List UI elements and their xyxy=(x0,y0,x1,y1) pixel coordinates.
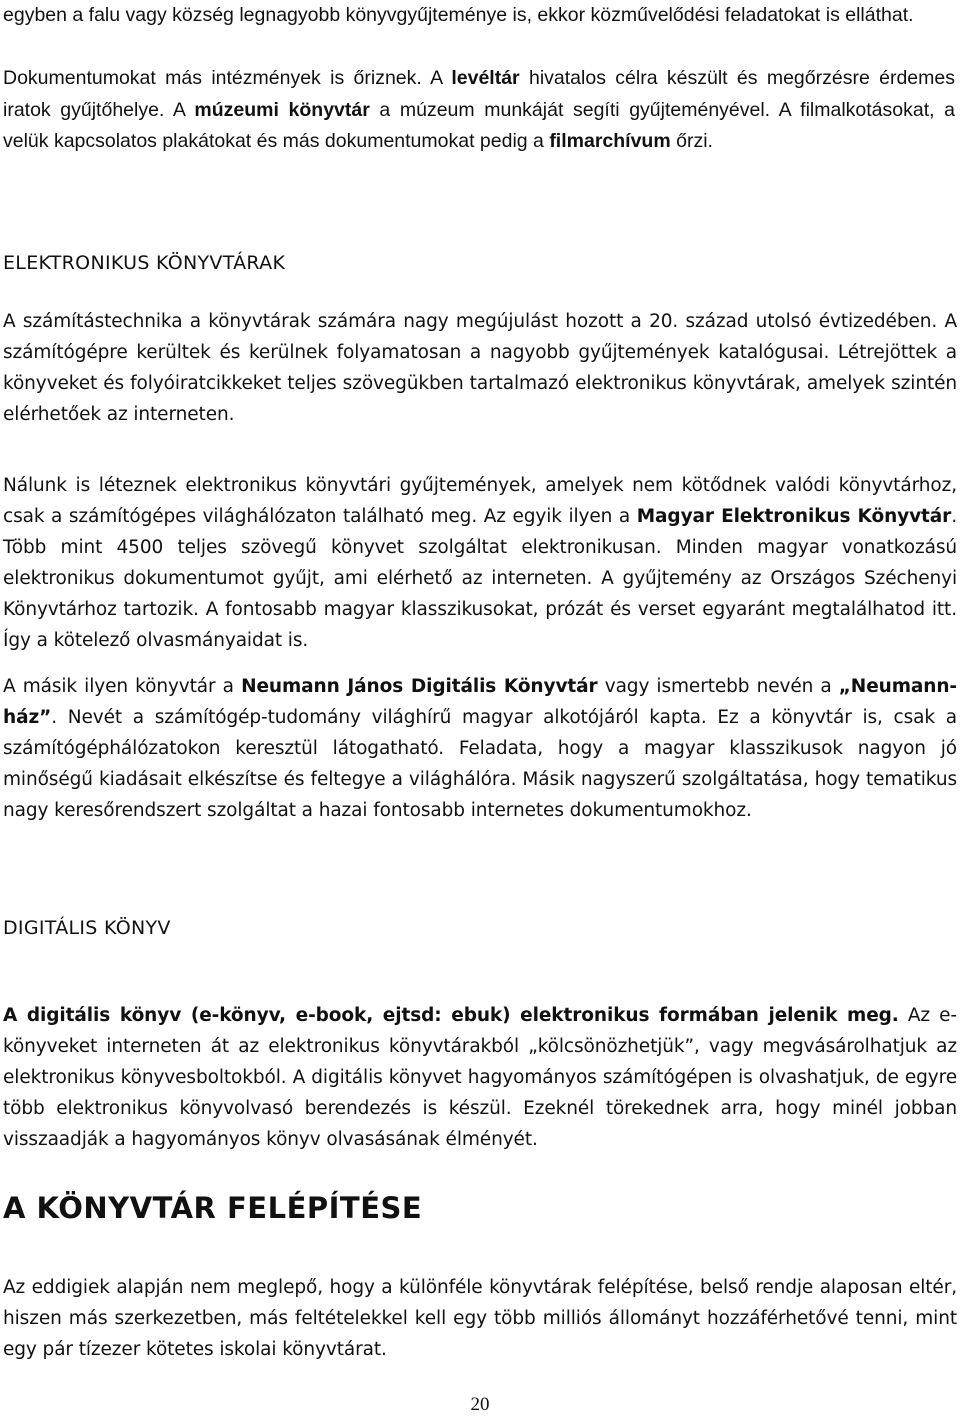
text-run: Az e-könyveket interneten át az elektronikus könyvtárakból „kölcsönözhetjük”, vagy megvásárolhatjuk az elektronikus könyvesboltokból. A digitális könyvet hagyományos számítógépen is olvashatjuk, de egyre több elektronikus könyvolvasó berendezés is készül. Ezeknél törekednek arra, hogy minél jobban visszaadják a hagyományos könyv olvasásának élményét. xyxy=(3,1005,957,1150)
term-neumann-janos-digitalis-konyvtar: Neumann János Digitális Könyvtár xyxy=(241,676,598,697)
term-muzeumi-konyvtar: múzeumi könyvtár xyxy=(194,98,370,121)
heading-digitalis-konyv: DIGITÁLIS KÖNYV xyxy=(3,917,171,939)
term-leveltar: levéltár xyxy=(451,67,520,89)
page-number: 20 xyxy=(470,1394,490,1415)
term-magyar-elektronikus-konyvtar: Magyar Elektronikus Könyvtár xyxy=(636,506,952,527)
paragraph-elektronikus-1: A számítástechnika a könyvtárak számára nagy megújulást hozott a 20. század utolsó évtizedében. A számítógépre kerültek és kerülnek folyamatosan a nagyobb gyűjtemények katalógusai. Létrejöttek a könyveket és folyóiratcikkeket teljes szövegükben tartalmazó elektronikus könyvtárak, amelyek szintén elérhetőek az interneten. xyxy=(3,311,957,425)
text-run: Dokumentumokat más intézmények is őriznek. A xyxy=(3,67,452,89)
text-run: . Több mint 4500 teljes szövegű könyvet szolgáltat elektronikusan. Minden magyar vonatkozású elektronikus dokumentumot gyűjt, ami elérhető az interneten. A gyűjtemény az Országos Széchenyi Könyvtárhoz tartozik. A fontosabb magyar klasszikusokat, prózát és verset egyaránt megtalálhatod itt. Így a kötelező olvasmányaidat is. xyxy=(3,506,957,651)
term-neumann-haz: „Neumann-ház” xyxy=(3,676,957,728)
text-run: . Nevét a számítógép-tudomány világhírű magyar alkotójáról kapta. Ez a könyvtár is, csak a számítógéphálózatokon keresztül látogatható. Feladata, hogy a magyar klasszikusok nagyon jó minőségű kiadásait elkészítse és feltegye a világhálóra. Másik nagyszerű szolgáltatása, hogy tematikus nagy keresőrendszert szolgáltat a hazai fontosabb internetes dokumentumokhoz. xyxy=(3,707,957,821)
paragraph-intro-2 xyxy=(3,63,955,158)
paragraph-elektronikus-2 xyxy=(3,470,957,656)
paragraph-elektronikus-3 xyxy=(3,671,957,826)
paragraph-felepitese: Az eddigiek alapján nem meglepő, hogy a különféle könyvtárak felépítése, belső rendje alaposan eltér, hiszen más szerkezetben, más feltételekkel kell egy több milliós állományt hozzáférhetővé tenni, mint egy pár tízezer kötetes iskolai könyvtárat. xyxy=(3,1277,957,1360)
term-filmarchivum: filmarchívum xyxy=(549,130,671,152)
paragraph-digitalis xyxy=(3,1000,957,1155)
heading-elektronikus-konyvtarak: ELEKTRONIKUS KÖNYVTÁRAK xyxy=(3,252,286,274)
text-run: vagy ismertebb nevén a xyxy=(597,676,839,697)
text-run: hivatalos célra készült és megőrzésre érdemes iratok gyűjtőhelye. A xyxy=(3,67,955,121)
paragraph-intro-1: egyben a falu vagy község legnagyobb könyvgyűjteménye is, ekkor közművelődési feladatokat is elláthat. xyxy=(3,4,914,26)
term-digitalis-konyv-definition: A digitális könyv (e-könyv, e-book, ejtsd: ebuk) elektronikus formában jelenik meg. xyxy=(3,1005,899,1026)
text-run: őrzi. xyxy=(670,130,713,152)
text-run: A másik ilyen könyvtár a xyxy=(3,676,242,697)
text-run: a múzeum munkáját segíti gyűjteményével. A filmalkotásokat, a velük kapcsolatos plakátokat és más dokumentumokat pedig a xyxy=(3,98,955,152)
text-run: Nálunk is léteznek elektronikus könyvtári gyűjtemények, amelyek nem kötődnek valódi könyvtárhoz, csak a számítógépes világhálózaton található meg. Az egyik ilyen a xyxy=(3,475,957,527)
heading-konyvtar-felepitese: A KÖNYVTÁR FELÉPÍTÉSE xyxy=(3,1191,423,1225)
